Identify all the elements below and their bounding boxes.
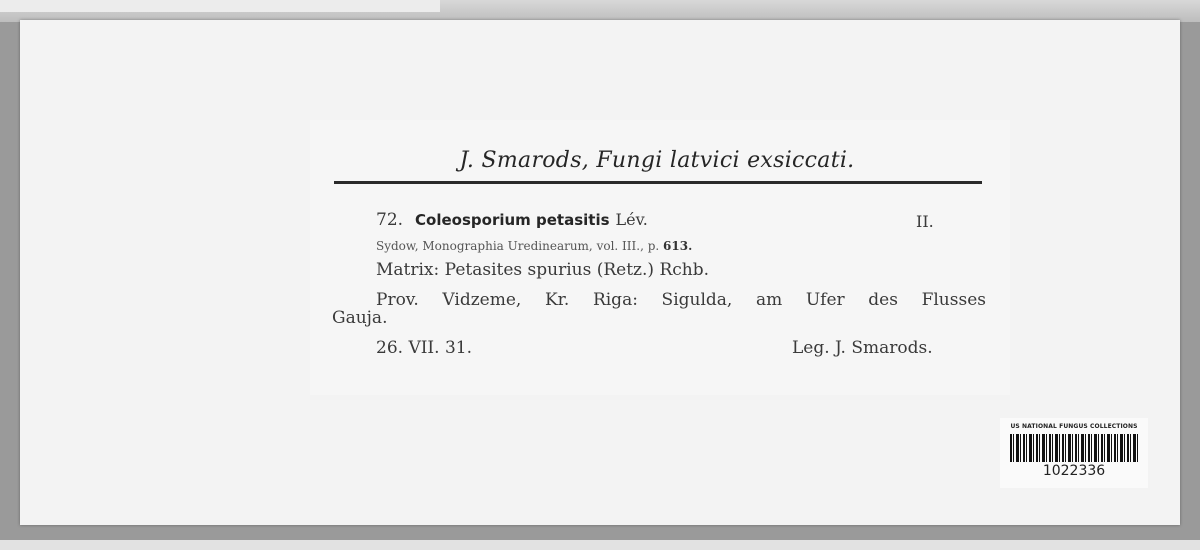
specimen-label [310,120,1010,395]
reference-page: 613. [663,239,693,253]
collector: Leg. J. Smarods. [792,338,933,358]
barcode-bars [1010,434,1138,462]
specimen-name-line [376,210,648,230]
literature-reference [376,239,692,253]
species-author: Lév. [615,210,648,229]
exsiccata-number: 72. [376,210,404,230]
locality-line-1: Prov. Vidzeme, Kr. Riga: Sigulda, am Ufer des Flusses [376,290,986,310]
label-header: J. Smarods, Fungi latvici exsiccati. [459,148,855,173]
collection-date: 26. VII. 31. [376,338,472,358]
barcode-label [1000,418,1148,488]
barcode-institution: US NATIONAL FUNGUS COLLECTIONS [1010,423,1138,430]
species-name: Coleosporium petasitis [415,211,610,229]
adjacent-sheet-top [0,0,1200,22]
adjacent-sheet-bottom [0,540,1200,550]
spore-stage: II. [916,212,934,231]
adjacent-sheet-top-edge [0,0,440,12]
reference-text: Sydow, Monographia Uredinearum, vol. III., p. [376,239,660,253]
locality-line-2: Gauja. [332,308,388,328]
host-matrix: Matrix: Petasites spurius (Retz.) Rchb. [376,260,710,280]
barcode-number: 1022336 [1042,463,1106,479]
header-rule [334,181,982,184]
